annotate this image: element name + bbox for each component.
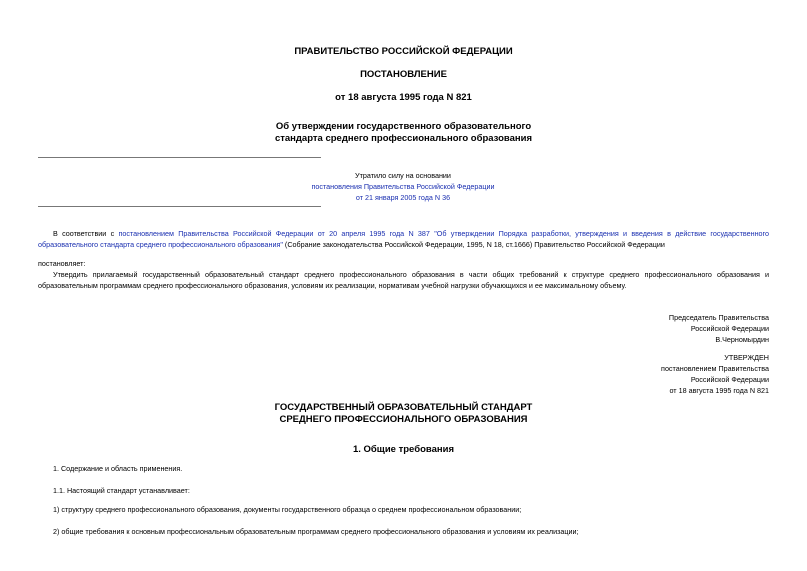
document-type: ПОСТАНОВЛЕНИЕ: [360, 69, 447, 80]
approved-by: постановлением Правительства: [661, 364, 769, 373]
list-item: 2) общие требования к основным профессиональным образовательным программам среднего профессионального образования и условиям их реализации;: [53, 527, 579, 536]
approved-label: УТВЕРЖДЕН: [724, 353, 769, 362]
signature-position: Председатель Правительства: [668, 313, 769, 322]
standard-title-line1: ГОСУДАРСТВЕННЫЙ ОБРАЗОВАТЕЛЬНЫЙ СТАНДАРТ: [274, 402, 533, 413]
divider-bottom: [38, 206, 321, 207]
standard-title-line2: СРЕДНЕГО ПРОФЕССИОНАЛЬНОГО ОБРАЗОВАНИЯ: [279, 414, 528, 425]
repeal-note-link-date[interactable]: от 21 января 2005 года N 36: [355, 193, 451, 202]
list-item: 1) структуру среднего профессионального образования, документы государственного образца о среднем профессиональном образовании;: [53, 505, 522, 514]
list-item: 1. Содержание и область применения.: [53, 464, 183, 473]
repeal-note-link[interactable]: постановления Правительства Российской Федерации: [311, 182, 495, 191]
document-date-number: от 18 августа 1995 года N 821: [335, 92, 472, 103]
preamble-lead: В соответствии с: [53, 229, 119, 238]
signature-country: Российской Федерации: [690, 324, 769, 333]
government-heading: ПРАВИТЕЛЬСТВО РОССИЙСКОЙ ФЕДЕРАЦИИ: [294, 46, 513, 57]
preamble-tail: (Собрание законодательства Российской Федерации, 1995, N 18, ст.1666) Правительство Российской Федерации: [282, 240, 665, 249]
preamble-link[interactable]: постановлением Правительства Российской Федерации от 20 апреля 1995 года N 387 "Об утверждении Порядка разработки, утверждения и введения в действие государственного образовательного стандарта среднего профессионального образования": [38, 229, 770, 249]
list-item: 1.1. Настоящий стандарт устанавливает:: [53, 486, 190, 495]
preamble-paragraph: [38, 228, 769, 250]
signature-name: В.Черномырдин: [715, 335, 769, 344]
approved-country: Российской Федерации: [690, 375, 769, 384]
repeal-note-text: Утратило силу на основании: [355, 171, 451, 180]
document-title-line2: стандарта среднего профессионального образования: [274, 133, 533, 144]
resolves-label: постановляет:: [38, 259, 86, 268]
document-title-line1: Об утверждении государственного образовательного: [275, 121, 532, 132]
divider-top: [38, 157, 321, 158]
approved-date: от 18 августа 1995 года N 821: [669, 386, 769, 395]
resolution-paragraph: Утвердить прилагаемый государственный образовательный стандарт среднего профессионального образования в части общих требований к структуре среднего профессионального образования и образовательным программам среднего профессионального образования, условиям их реализации, нормативам учебной нагрузки обучающихся и ее максимальному объему.: [38, 270, 769, 290]
section-heading: 1. Общие требования: [352, 444, 454, 455]
